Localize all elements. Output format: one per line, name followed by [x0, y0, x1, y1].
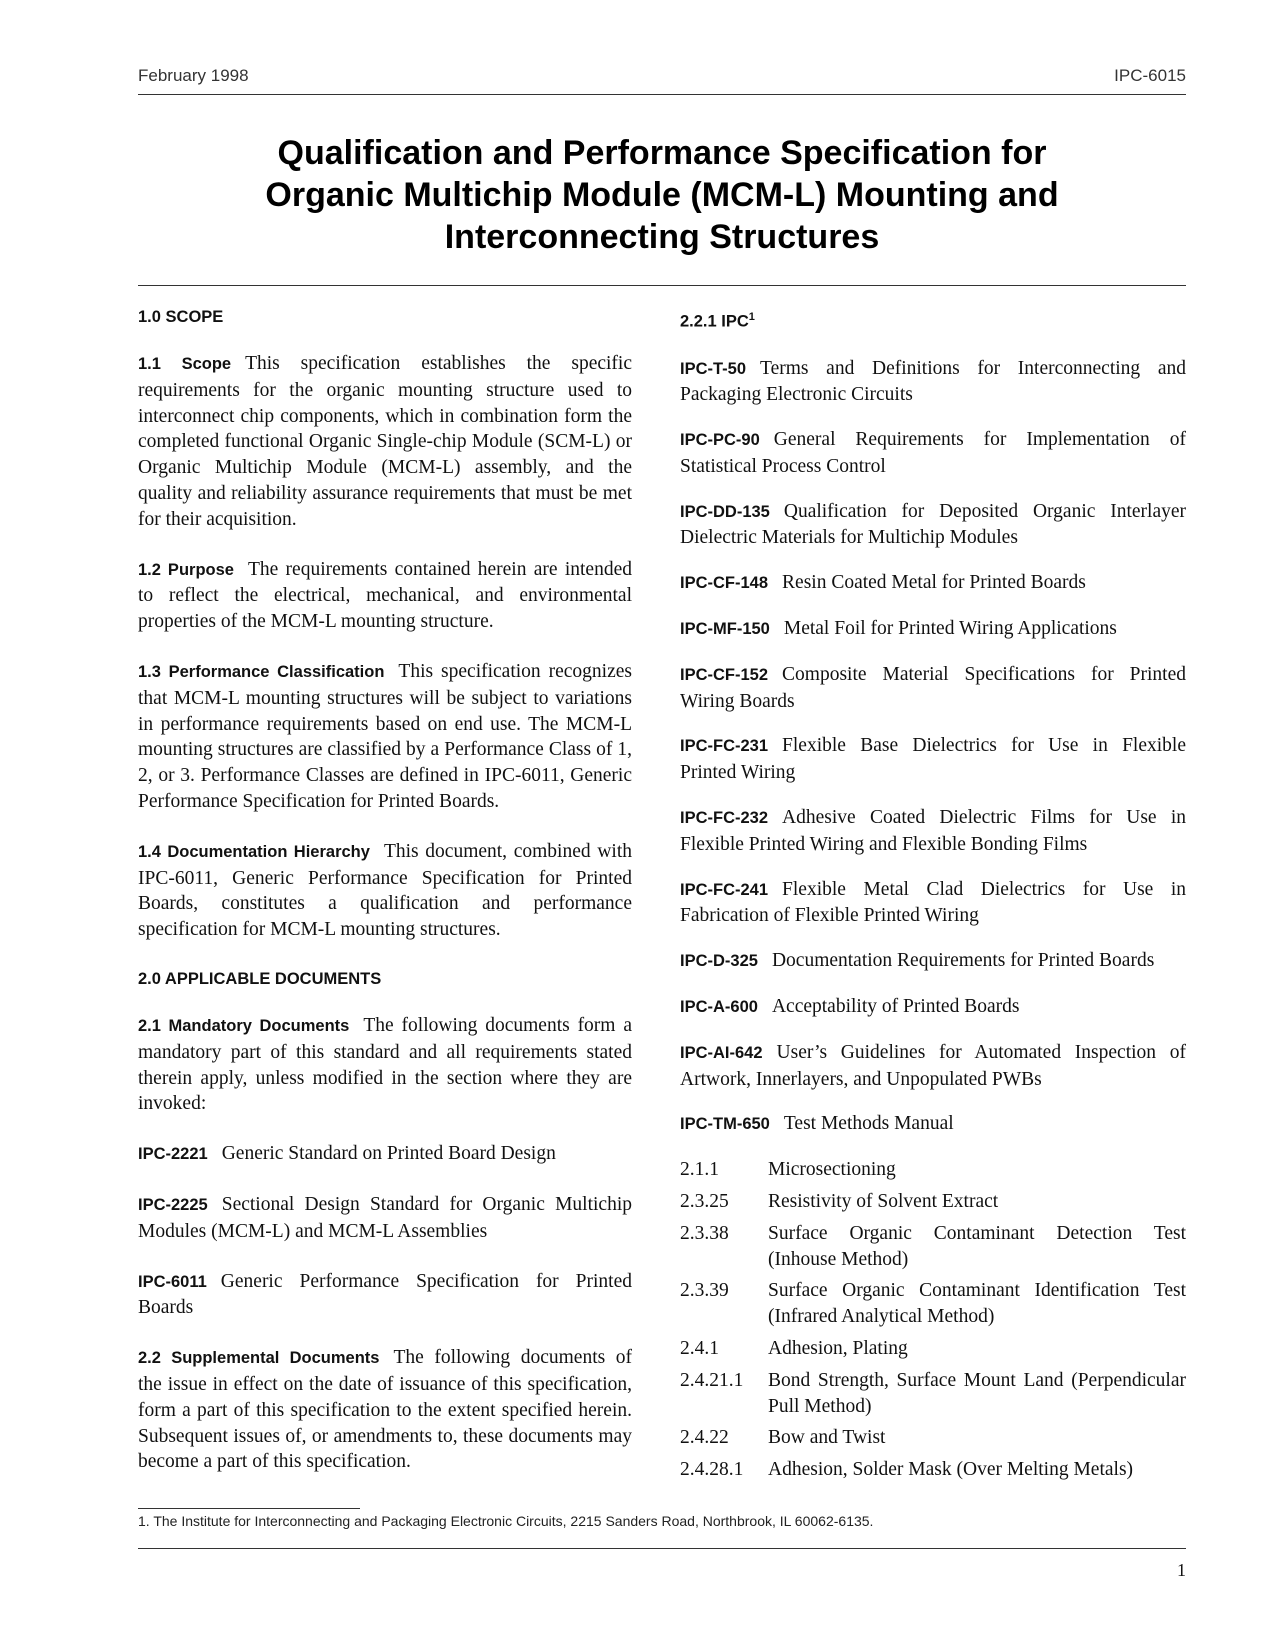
paragraph-text: This specification establishes the specific requirements for the organic mounting structure used to interconnect chip components, which in combination form the completed functional Organic Single-chip Module (SCM-L) or Organic Multichip Module (MCM-L) assembly, and the quality and reliability assurance requirements that must be met for their acquisition.	[138, 353, 632, 530]
test-methods-list	[680, 1157, 1186, 1483]
document-title-text: Terms and Definitions for Interconnecting and Packaging Electronic Circuits	[680, 357, 1186, 406]
document-title-text: Flexible Base Dielectrics for Use in Flexible Printed Wiring	[680, 735, 1186, 784]
title-line-1: Qualification and Performance Specification for	[277, 134, 1047, 172]
test-method-item	[680, 1157, 1186, 1183]
document-code: IPC-2221	[138, 1145, 208, 1164]
paragraph-supplemental-documents	[138, 1345, 632, 1475]
section-heading-scope: 1.0 SCOPE	[138, 308, 224, 326]
test-method-number: 2.4.22	[680, 1427, 729, 1449]
test-method-number: 2.3.39	[680, 1280, 729, 1302]
document-entry	[680, 948, 1186, 975]
document-title-text: Composite Material Specifications for Printed Wiring Boards	[680, 663, 1186, 712]
document-code: IPC-DD-135	[680, 502, 770, 521]
document-code: IPC-T-50	[680, 359, 747, 378]
test-method-number: 2.3.25	[680, 1191, 729, 1213]
test-method-item	[680, 1189, 1186, 1215]
paragraph-lead: 1.2 Purpose	[138, 560, 234, 579]
paragraph-lead: 2.1 Mandatory Documents	[138, 1016, 350, 1035]
document-entry	[680, 805, 1186, 858]
paragraph-purpose	[138, 557, 632, 635]
document-title-text: Test Methods Manual	[783, 1113, 954, 1135]
document-title-text: Sectional Design Standard for Organic Multichip Modules (MCM-L) and MCM-L Assemblies	[138, 1193, 632, 1242]
test-method-title: Surface Organic Contaminant Identification Test (Infrared Analytical Method)	[768, 1280, 1186, 1328]
document-code: IPC-6011	[138, 1272, 207, 1291]
document-entry	[138, 1141, 632, 1168]
paragraph-mandatory-documents	[138, 1013, 632, 1117]
footnote: 1. The Institute for Interconnecting and Packaging Electronic Circuits, 2215 Sanders Road, Northbrook, IL 60062-6135.	[138, 1513, 874, 1529]
paragraph-text: The requirements contained herein are intended to reflect the electrical, mechanical, and environmental properties of the MCM-L mounting structure.	[138, 558, 632, 633]
document-entry	[138, 1269, 632, 1322]
document-code: IPC-FC-231	[680, 737, 769, 756]
footer-divider	[138, 1548, 1186, 1549]
test-method-title: Adhesion, Solder Mask (Over Melting Metals)	[768, 1459, 1134, 1481]
document-title-text: Acceptability of Printed Boards	[771, 996, 1020, 1018]
document-code: IPC-AI-642	[680, 1043, 763, 1062]
paragraph-lead: 1.1 Scope	[138, 355, 232, 373]
test-method-title: Bow and Twist	[768, 1427, 886, 1449]
test-method-number: 2.4.1	[680, 1338, 719, 1360]
test-method-item	[680, 1368, 1186, 1420]
document-entry	[680, 427, 1186, 480]
document-code: IPC-D-325	[680, 952, 758, 971]
title-divider	[138, 285, 1186, 286]
document-title-text: Qualification for Deposited Organic Interlayer Dielectric Materials for Multichip Modules	[680, 500, 1186, 549]
document-entry	[138, 1192, 632, 1245]
document-title-text: Generic Performance Specification for Printed Boards	[138, 1270, 632, 1319]
test-method-title: Bond Strength, Surface Mount Land (Perpendicular Pull Method)	[768, 1369, 1186, 1417]
document-title	[138, 132, 1186, 258]
page-number: 1	[1177, 1560, 1186, 1580]
document-code: IPC-PC-90	[680, 431, 760, 450]
footnote-divider	[138, 1508, 360, 1509]
document-entry	[680, 733, 1186, 786]
title-line-2: Organic Multichip Module (MCM-L) Mounting and	[265, 176, 1059, 214]
document-title-text: Adhesive Coated Dielectric Films for Use in Flexible Printed Wiring and Flexible Bonding Films	[680, 807, 1186, 855]
header-document-id: IPC-6015	[1114, 66, 1186, 85]
document-title-text: Generic Standard on Printed Board Design	[221, 1143, 556, 1165]
document-entry	[680, 1040, 1186, 1093]
document-title-text: Documentation Requirements for Printed Boards	[771, 950, 1155, 972]
test-method-item	[680, 1278, 1186, 1330]
section-heading-text: 2.2.1 IPC	[680, 312, 749, 331]
document-entry	[680, 570, 1186, 597]
paragraph-text: The following documents of the issue in effect on the date of issuance of this specification, form a part of this specification to the extent specified herein. Subsequent issues of, or amendments to, these documents may become a part of this specification.	[138, 1347, 632, 1473]
paragraph-scope	[138, 351, 632, 533]
document-title-text: General Requirements for Implementation of Statistical Process Control	[680, 429, 1186, 477]
title-line-3: Interconnecting Structures	[444, 218, 880, 256]
test-method-number: 2.3.38	[680, 1222, 729, 1244]
test-method-title: Microsectioning	[768, 1159, 896, 1181]
left-column	[138, 305, 632, 1499]
test-method-item	[680, 1457, 1186, 1483]
document-code: IPC-FC-232	[680, 809, 769, 828]
footnote-reference: 1	[748, 311, 755, 323]
document-entry	[680, 994, 1186, 1021]
document-title-text: Flexible Metal Clad Dielectrics for Use in Fabrication of Flexible Printed Wiring	[680, 878, 1186, 927]
paragraph-text: The following documents form a mandatory part of this standard and all requirements stated therein apply, unless modified in the section where they are invoked:	[138, 1014, 632, 1115]
test-method-item	[680, 1336, 1186, 1362]
test-method-number: 2.4.21.1	[680, 1369, 744, 1391]
test-method-title: Surface Organic Contaminant Detection Test (Inhouse Method)	[768, 1222, 1186, 1270]
test-method-title: Resistivity of Solvent Extract	[768, 1191, 999, 1213]
document-code: IPC-CF-152	[680, 665, 769, 684]
document-code: IPC-A-600	[680, 998, 758, 1017]
paragraph-lead: 1.3 Performance Classification	[138, 662, 385, 681]
header-date: February 1998	[138, 66, 249, 85]
page-header	[138, 64, 1186, 95]
paragraph-performance-classification	[138, 659, 632, 815]
section-heading-ipc	[680, 305, 1186, 334]
document-title-text: Resin Coated Metal for Printed Boards	[782, 572, 1086, 594]
document-entry	[680, 1111, 1186, 1138]
document-code: IPC-CF-148	[680, 574, 769, 593]
document-entry	[680, 662, 1186, 715]
document-entry	[680, 616, 1186, 643]
paragraph-documentation-hierarchy	[138, 839, 632, 943]
paragraph-lead: 1.4 Documentation Hierarchy	[138, 842, 370, 861]
document-entry	[680, 499, 1186, 552]
document-code: IPC-FC-241	[680, 880, 769, 899]
test-method-number: 2.4.28.1	[680, 1459, 744, 1481]
document-title-text: User’s Guidelines for Automated Inspection of Artwork, Innerlayers, and Unpopulated PWBs	[680, 1041, 1186, 1090]
paragraph-text: This document, combined with IPC-6011, Generic Performance Specification for Printed Boards, constitutes a qualification and performance specification for MCM-L mounting structures.	[138, 840, 632, 941]
document-code: IPC-2225	[138, 1195, 208, 1214]
document-code: IPC-TM-650	[680, 1115, 770, 1134]
document-entry	[680, 356, 1186, 409]
test-method-item	[680, 1425, 1186, 1451]
paragraph-text: This specification recognizes that MCM-L mounting structures will be subject to variations in performance requirements based on end use. The MCM-L mounting structures are classified by a Performance Class of 1, 2, or 3. Performance Classes are defined in IPC-6011, Generic Performance Specification for Printed Boards.	[138, 660, 632, 812]
section-heading-applicable-documents: 2.0 APPLICABLE DOCUMENTS	[138, 969, 382, 988]
test-method-title: Adhesion, Plating	[768, 1338, 908, 1360]
test-method-item	[680, 1221, 1186, 1273]
test-method-number: 2.1.1	[680, 1159, 719, 1181]
document-title-text: Metal Foil for Printed Wiring Applications	[783, 618, 1117, 640]
document-code: IPC-MF-150	[680, 620, 770, 639]
ipc-document-list	[680, 356, 1186, 1139]
right-column	[680, 305, 1186, 1489]
document-entry	[680, 877, 1186, 930]
paragraph-lead: 2.2 Supplemental Documents	[138, 1349, 380, 1368]
